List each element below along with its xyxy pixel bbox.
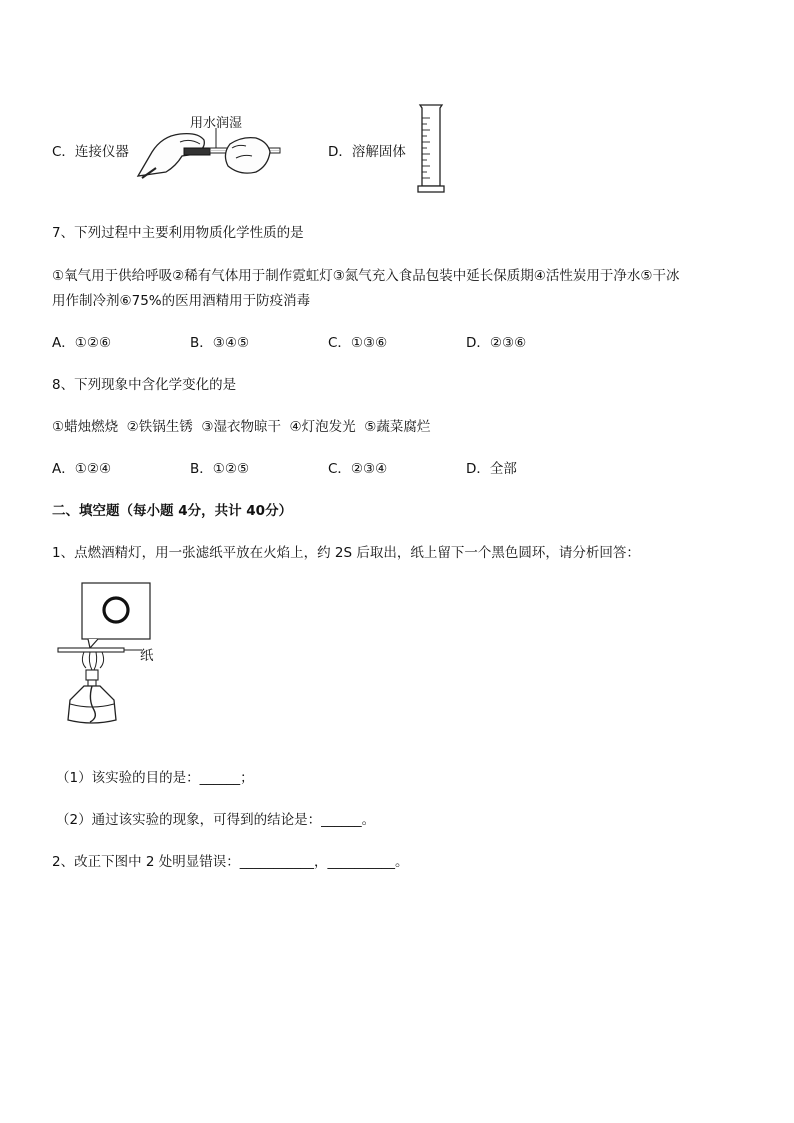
q7-items-line2: 用作制冷剂⑥75%的医用酒精用于防疫消毒 xyxy=(52,293,311,309)
q7-stem: 7、下列过程中主要利用物质化学性质的是 xyxy=(52,225,304,241)
fq1-sub2: （2）通过该实验的现象，可得到的结论是：______。 xyxy=(56,812,376,828)
q8-option-a[interactable]: A．①②④ xyxy=(52,461,112,477)
q7-option-a[interactable]: A．①②⑥ xyxy=(52,335,112,351)
wet-with-water-annotation: 用水润湿 xyxy=(190,116,243,131)
q6-option-c-label: C．连接仪器 xyxy=(52,144,129,160)
graduated-cylinder-illustration xyxy=(416,104,446,194)
q8-items: ①蜡烛燃烧 ②铁锅生锈 ③湿衣物晾干 ④灯泡发光 ⑤蔬菜腐烂 xyxy=(52,419,431,435)
q7-items-line1: ①氧气用于供给呼吸②稀有气体用于制作霓虹灯③氮气充入食品包装中延长保质期④活性炭用于净水⑤干冰 xyxy=(52,268,680,284)
q8-stem: 8、下列现象中含化学变化的是 xyxy=(52,377,237,393)
q6-option-d-label: D．溶解固体 xyxy=(328,144,406,160)
paper-label: 纸 xyxy=(140,648,154,664)
q8-option-b[interactable]: B．①②⑤ xyxy=(190,461,250,477)
q7-option-d[interactable]: D．②③⑥ xyxy=(466,335,527,351)
section-2-heading: 二、填空题（每小题 4分，共计 40分） xyxy=(52,503,293,519)
q7-option-c[interactable]: C．①③⑥ xyxy=(328,335,388,351)
fq2-stem: 2、改正下图中 2 处明显错误：___________，__________。 xyxy=(52,854,409,870)
q7-option-b[interactable]: B．③④⑤ xyxy=(190,335,250,351)
q8-option-c[interactable]: C．②③④ xyxy=(328,461,388,477)
q8-option-d[interactable]: D．全部 xyxy=(466,461,517,477)
fq1-sub1: （1）该实验的目的是：______； xyxy=(56,770,254,786)
fq1-stem: 1、点燃酒精灯，用一张滤纸平放在火焰上，约 2S 后取出，纸上留下一个黑色圆环，请分析回答： xyxy=(52,545,640,561)
